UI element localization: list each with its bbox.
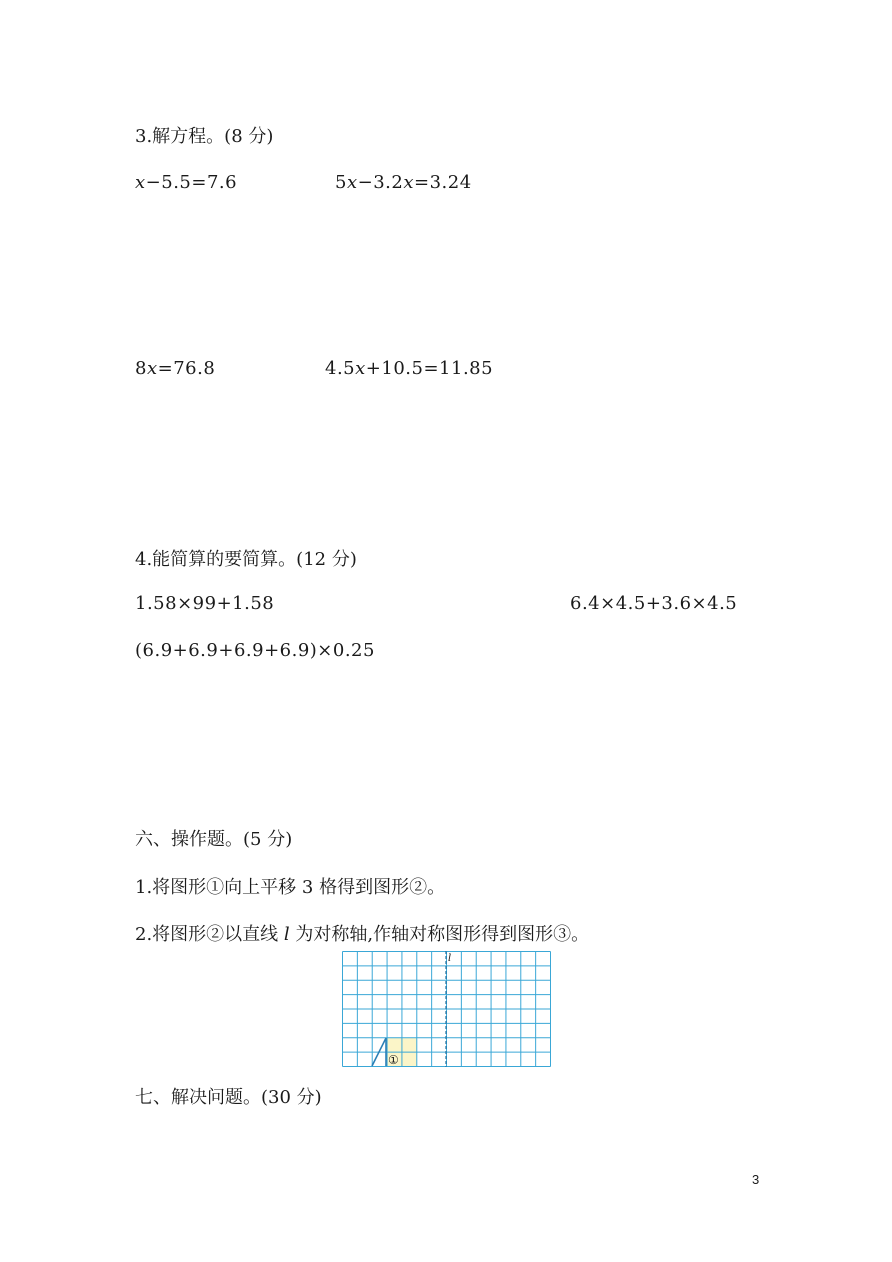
section7-title: 七、解决问题。(30 分) xyxy=(135,1087,322,1108)
grid-figure xyxy=(342,951,551,1067)
equation-2 xyxy=(335,172,472,193)
grid-svg xyxy=(342,951,551,1067)
section4-title: 4.能简算的要简算。(12 分) xyxy=(135,549,357,570)
task-2-pre: 2.将图形②以直线 xyxy=(135,924,284,945)
eq3-post: =76.8 xyxy=(157,358,216,379)
section6-title: 六、操作题。(5 分) xyxy=(135,829,293,850)
eq1-post: −5.5=7.6 xyxy=(145,172,238,193)
equation-1 xyxy=(135,172,237,193)
section3-title: 3.解方程。(8 分) xyxy=(135,126,274,147)
axis-label: l xyxy=(448,953,452,964)
equation-3 xyxy=(135,358,215,379)
task-2 xyxy=(135,920,589,946)
eq3-var: x xyxy=(146,358,158,379)
expression-1: 1.58×99+1.58 xyxy=(135,593,275,614)
eq4-post: +10.5=11.85 xyxy=(365,358,494,379)
eq2-mid: −3.2 xyxy=(357,172,404,193)
eq3-pre: 8 xyxy=(135,358,147,379)
task-2-post: 为对称轴,作轴对称图形得到图形③。 xyxy=(289,924,590,945)
eq2-var2: x xyxy=(403,172,414,193)
expression-3: (6.9+6.9+6.9+6.9)×0.25 xyxy=(135,640,375,661)
eq2-var: x xyxy=(346,172,358,193)
eq4-var: x xyxy=(355,358,366,379)
equation-4 xyxy=(325,358,493,379)
expression-2: 6.4×4.5+3.6×4.5 xyxy=(570,593,738,614)
eq2-pre: 5 xyxy=(335,172,347,193)
page-number: 3 xyxy=(752,1172,760,1187)
task-2-var: l xyxy=(283,924,290,945)
eq1-var: x xyxy=(135,172,146,193)
task-1: 1.将图形①向上平移 3 格得到图形②。 xyxy=(135,877,446,898)
eq2-post: =3.24 xyxy=(413,172,472,193)
shape-label: ① xyxy=(388,1053,399,1067)
eq4-pre: 4.5 xyxy=(325,358,356,379)
